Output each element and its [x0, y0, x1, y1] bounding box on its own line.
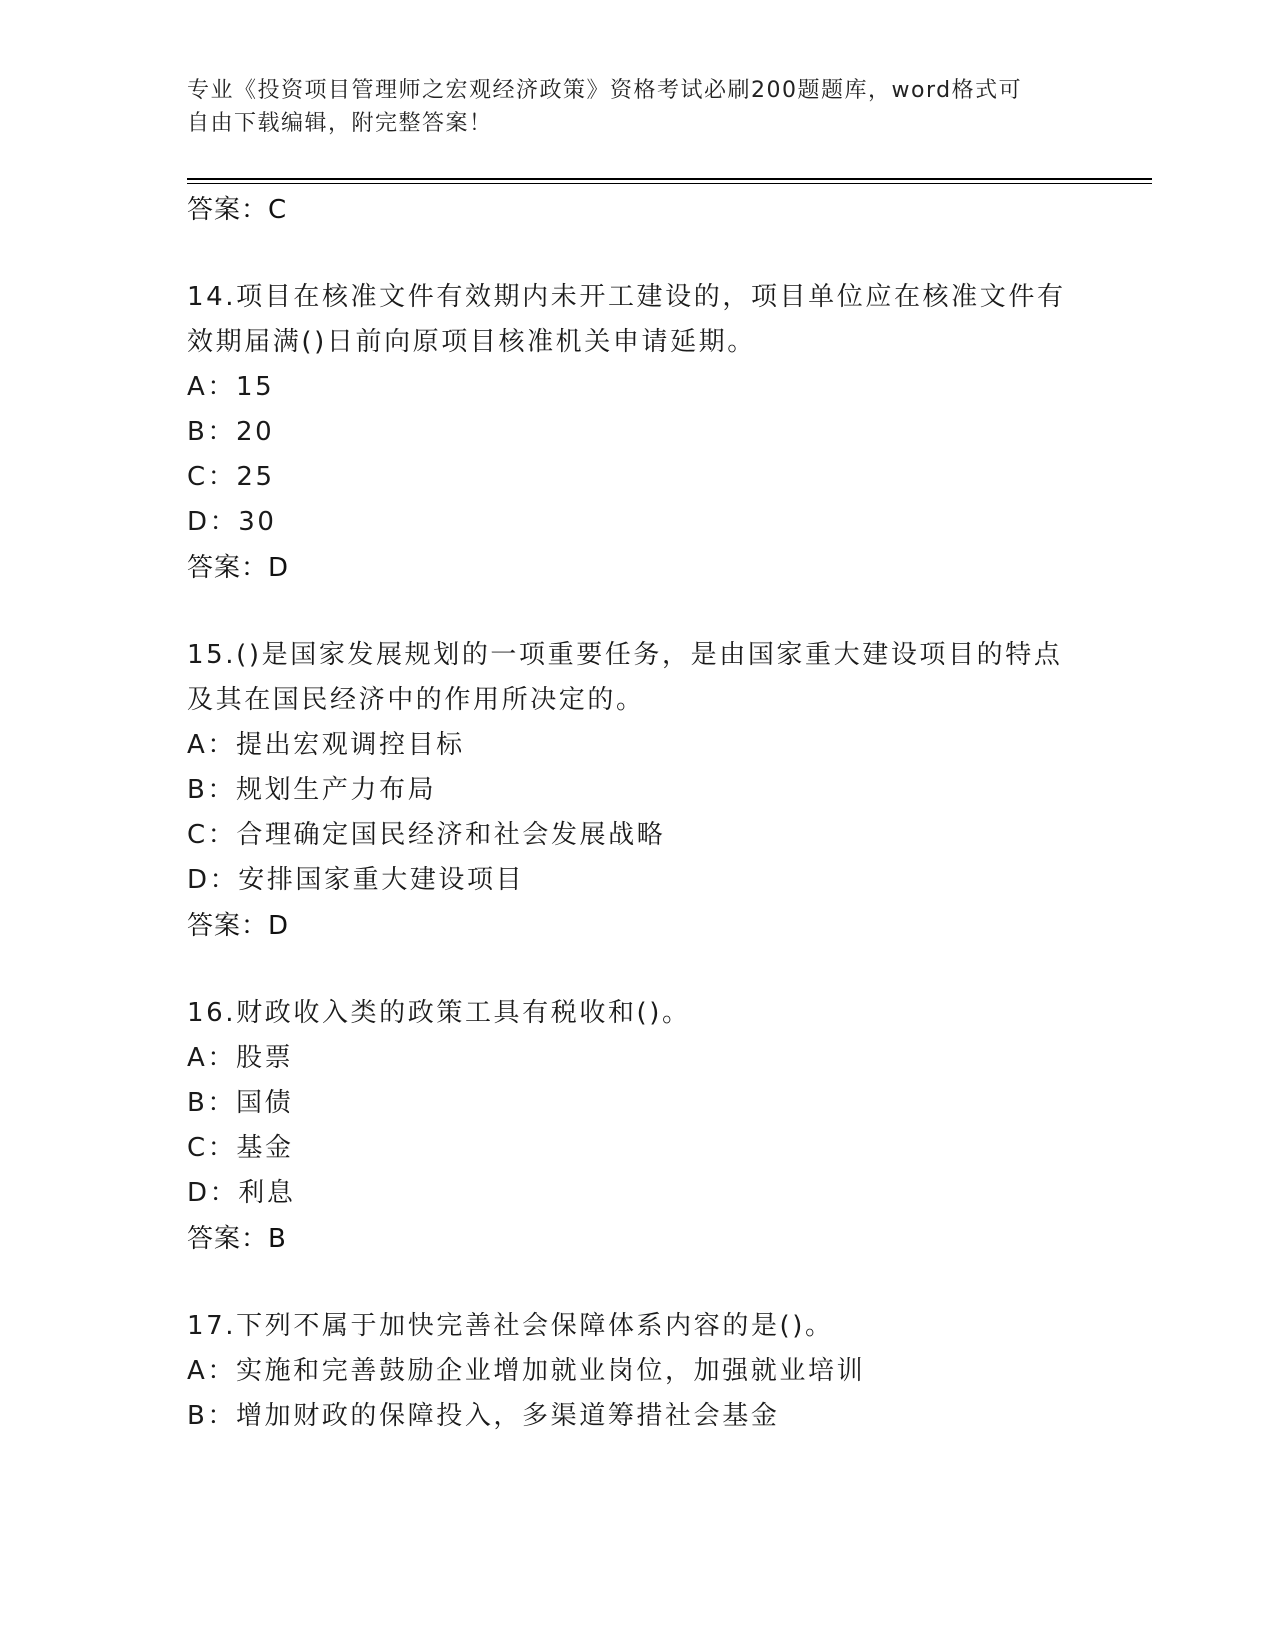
- document-body: [187, 187, 1087, 1439]
- option-a: A：提出宏观调控目标: [187, 730, 465, 760]
- option-b: B：规划生产力布局: [187, 775, 437, 805]
- question-stem-cont: 效期届满()日前向原项目核准机关申请延期。: [187, 327, 756, 357]
- option-d: D：利息: [187, 1178, 296, 1208]
- question-16: [187, 991, 1087, 1262]
- option-b: B：20: [187, 417, 275, 447]
- answer-line: 答案：D: [187, 911, 290, 941]
- option-c: C：25: [187, 462, 275, 492]
- option-a: A：股票: [187, 1043, 294, 1073]
- header-line-1: 专业《投资项目管理师之宏观经济政策》资格考试必刷200题题库，word格式可: [187, 78, 1023, 103]
- option-c: C：基金: [187, 1133, 294, 1163]
- answer-line: 答案：D: [187, 553, 290, 583]
- question-stem-cont: 及其在国民经济中的作用所决定的。: [187, 685, 645, 715]
- option-c: C：合理确定国民经济和社会发展战略: [187, 820, 666, 850]
- option-b: B：国债: [187, 1088, 294, 1118]
- answer-line: 答案：B: [187, 1224, 287, 1254]
- header-line-2: 自由下载编辑，附完整答案！: [187, 111, 493, 136]
- header-divider-thin: [187, 183, 1152, 184]
- question-stem: 14.项目在核准文件有效期内未开工建设的，项目单位应在核准文件有: [187, 282, 1066, 312]
- option-a: A：15: [187, 372, 275, 402]
- option-d: D：30: [187, 507, 277, 537]
- question-stem: 17.下列不属于加快完善社会保障体系内容的是()。: [187, 1311, 834, 1341]
- question-17: [187, 1304, 1087, 1439]
- option-d: D：安排国家重大建设项目: [187, 865, 525, 895]
- question-14: [187, 275, 1087, 591]
- question-stem: 15.()是国家发展规划的一项重要任务，是由国家重大建设项目的特点: [187, 640, 1063, 670]
- question-15: [187, 633, 1087, 949]
- question-stem: 16.财政收入类的政策工具有税收和()。: [187, 998, 691, 1028]
- option-a: A：实施和完善鼓励企业增加就业岗位，加强就业培训: [187, 1356, 866, 1386]
- option-b: B：增加财政的保障投入，多渠道筹措社会基金: [187, 1401, 780, 1431]
- answer-line: 答案：C: [187, 195, 288, 225]
- header-divider-thick: [187, 178, 1152, 180]
- document-header: [187, 74, 1067, 140]
